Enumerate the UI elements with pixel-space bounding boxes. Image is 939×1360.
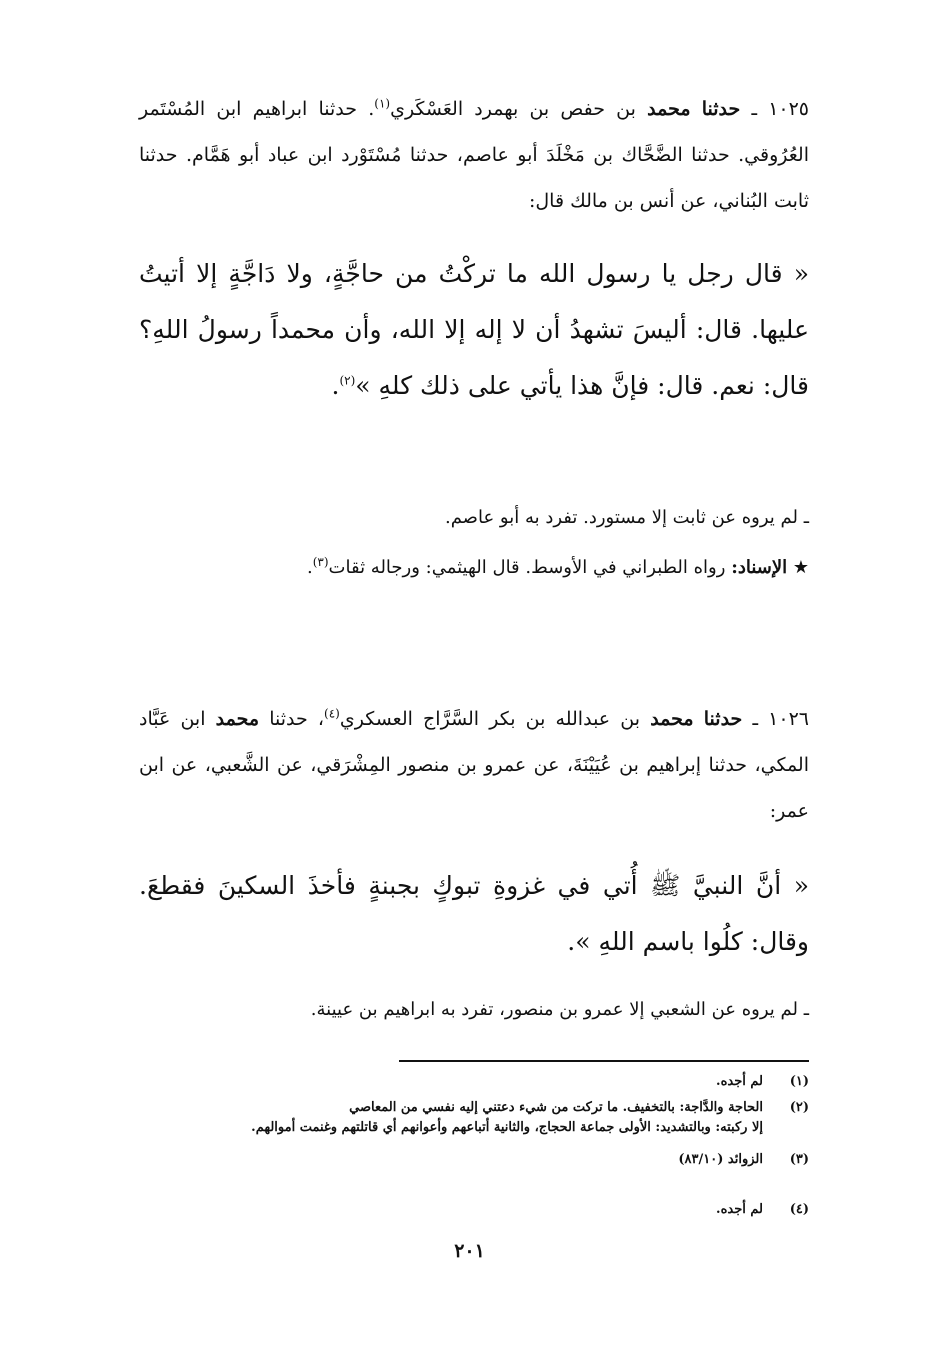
- hadith-1026-note: ـ لم يروه عن الشعبي إلا عمرو بن منصور، تفرد به ابراهيم بن عيينة.: [310, 999, 809, 1020]
- footnote-ref-1: (١): [374, 96, 391, 111]
- hadith-1025-text: [139, 246, 809, 414]
- footnote-4-number: (٤): [789, 1202, 809, 1217]
- hadith-1026-chain-1: بن عبدالله بن بكر السَّرَّاج العسكري: [339, 708, 641, 730]
- star-icon: ★: [792, 557, 809, 578]
- footnote-ref-3: (٣): [312, 555, 329, 569]
- footnote-ref-2: (٢): [339, 373, 356, 388]
- footnote-1-number: (١): [789, 1074, 809, 1089]
- hadith-1025-note: ـ لم يروه عن ثابت إلا مستورد. تفرد به أبو عاصم.: [444, 507, 809, 528]
- isnad-label: الإسناد:: [731, 557, 788, 578]
- footnote-1: [109, 1072, 809, 1092]
- footnote-2-number: (٢): [789, 1100, 809, 1115]
- hadith-1026-chain: [139, 696, 809, 834]
- hadith-1026-chain-2: ، حدثنا: [269, 708, 325, 730]
- footnote-3: [109, 1150, 809, 1170]
- footnote-3-text: الزوائد (٨٣/١٠): [678, 1152, 763, 1167]
- footnote-3-number: (٣): [789, 1152, 809, 1167]
- isnad-end: .: [306, 557, 313, 578]
- footnote-2: [109, 1098, 809, 1138]
- hadith-1025-chain: [139, 86, 809, 224]
- hadith-1025-chain-2: . حدثنا ابراهيم ابن المُسْتَمر العُرُوقي. حدثنا الضَّحَّاك بن مَخْلَدَ أبو عاصم، حدثنا مُسْتَوْرد ابن عباد أبو هَمَّام. حدثنا ثابت البُناني، عن أنس بن مالك قال:: [139, 98, 809, 212]
- isnad-text: رواه الطبراني في الأوسط. قال الهيثمي: ورجاله ثقات: [328, 557, 726, 578]
- footnote-4-text: لم أجده.: [716, 1202, 763, 1217]
- hadith-1026-text: « أنَّ النبيَّ ﷺ أُتي في غزوةِ تبوكٍ بجبنةٍ فأخذَ السكينَ فقطعَ. وقال: كلُوا باسم اللهِ ».: [139, 871, 809, 956]
- footnote-4: [109, 1200, 809, 1220]
- hadith-1025-chain-1: بن حفص بن بهمرد العَسْكَري: [390, 98, 636, 120]
- hadith-1026-lead: حدثنا: [703, 708, 743, 730]
- hadith-1026-name: محمد: [650, 708, 694, 730]
- footnote-divider: [399, 1060, 809, 1062]
- hadith-1026-chain-3: ابن عَبَّاد المكي، حدثنا إبراهيم بن عُيَيْنَةَ، عن عمرو بن منصور المِشْرَقي، عن الشَّعبي، عن ابن عمر:: [139, 708, 809, 822]
- footnote-2-text: الحاجة والدَّاجة: بالتخفيف. ما تركت من شيء دعتني إليه نفسي من المعاصي: [349, 1100, 763, 1115]
- footnote-ref-4: (٤): [324, 706, 340, 721]
- hadith-1025-isnad: [139, 548, 809, 588]
- hadith-1025-lead: حدثنا: [701, 98, 741, 120]
- hadith-1026-number: ١٠٢٦ ـ: [752, 708, 809, 730]
- hadith-1025-name: محمد: [647, 98, 691, 120]
- footnote-2-continuation: إلا ركبته: وبالتشديد: الأولى جماعة الحجاج، والثانية أتباعهم وأعوانهم أي قاتلتهم وغنمت أموالهم.: [251, 1120, 763, 1135]
- page-number: ٢٠١: [454, 1240, 485, 1262]
- hadith-1026-name-2: محمد: [215, 708, 260, 730]
- hadith-1025-text-end: .: [331, 371, 340, 400]
- hadith-1025-text-main: « قال رجل يا رسول الله ما تركْتُ من حاجَّةٍ، ولا دَاجَّةٍ إلا أتيتُ عليها. قال: أليسَ تشهدُ أن لا إله إلا الله، وأن محمداً رسولُ اللهِ؟ قال: نعم. قال: فإنَّ هذا يأتي على ذلك كلهِ »: [139, 259, 809, 400]
- footnote-1-text: لم أجده.: [716, 1074, 763, 1089]
- hadith-1025-number: ١٠٢٥ ـ: [751, 98, 810, 120]
